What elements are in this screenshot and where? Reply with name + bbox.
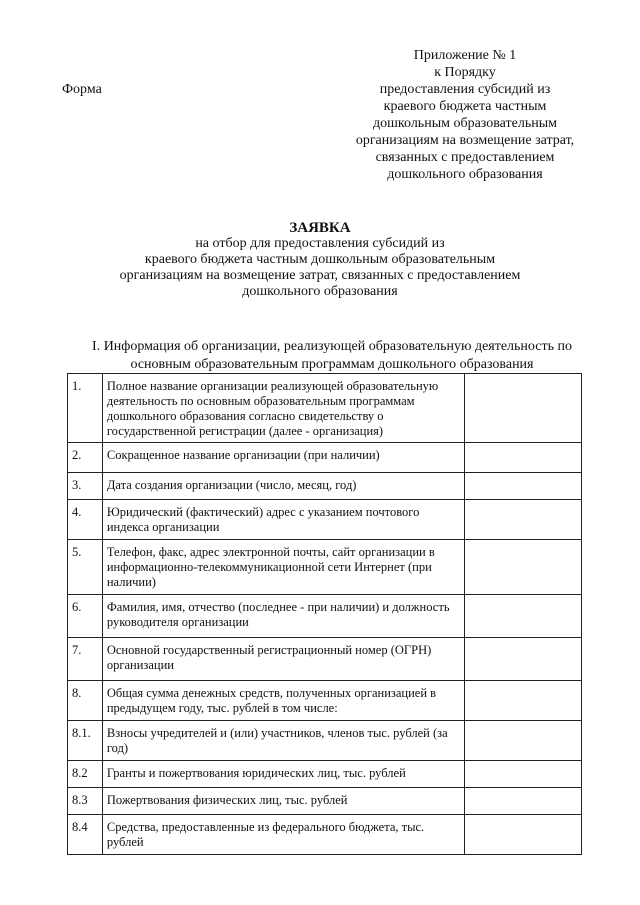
document-title bbox=[100, 220, 540, 300]
row-number: 2. bbox=[68, 443, 103, 473]
row-description: Общая сумма денежных средств, полученных организацией в предыдущем году, тыс. рублей в том числе: bbox=[102, 681, 464, 721]
appendix-line: к Порядку bbox=[434, 65, 496, 80]
row-description: Дата создания организации (число, месяц, год) bbox=[102, 473, 464, 500]
row-number: 3. bbox=[68, 473, 103, 500]
row-value-cell[interactable] bbox=[464, 473, 581, 500]
row-number: 7. bbox=[68, 638, 103, 681]
row-description: Юридический (фактический) адрес с указанием почтового индекса организации bbox=[102, 500, 464, 540]
appendix-block bbox=[340, 47, 590, 183]
appendix-line: организациям на возмещение затрат, bbox=[355, 133, 575, 148]
row-description: Фамилия, имя, отчество (последнее - при наличии) и должность руководителя организации bbox=[102, 595, 464, 638]
row-value-cell[interactable] bbox=[464, 815, 581, 855]
row-number: 8.1. bbox=[68, 721, 103, 761]
section-line: основным образовательным программам дошкольного образования bbox=[130, 357, 534, 372]
row-value-cell[interactable] bbox=[464, 761, 581, 788]
row-description: Гранты и пожертвования юридических лиц, тыс. рублей bbox=[102, 761, 464, 788]
title-line: краевого бюджета частным дошкольным образовательным bbox=[144, 252, 496, 267]
table-row bbox=[68, 473, 582, 500]
row-number: 8.4 bbox=[68, 815, 103, 855]
table-row bbox=[68, 540, 582, 595]
appendix-line: предоставления субсидий из bbox=[379, 82, 551, 97]
table-row bbox=[68, 761, 582, 788]
row-description: Основной государственный регистрационный номер (ОГРН) организации bbox=[102, 638, 464, 681]
table-row bbox=[68, 638, 582, 681]
table-row bbox=[68, 500, 582, 540]
row-number: 8. bbox=[68, 681, 103, 721]
appendix-line: Приложение № 1 bbox=[413, 48, 517, 63]
title-heading: ЗАЯВКА bbox=[289, 220, 351, 236]
appendix-line: связанных с предоставлением bbox=[375, 150, 555, 165]
row-number: 1. bbox=[68, 374, 103, 443]
title-line: на отбор для предоставления субсидий из bbox=[195, 236, 445, 251]
row-description: Пожертвования физических лиц, тыс. рублей bbox=[102, 788, 464, 815]
section-line: I. Информация об организации, реализующей образовательную деятельность по bbox=[92, 339, 572, 354]
row-value-cell[interactable] bbox=[464, 540, 581, 595]
row-number: 8.2 bbox=[68, 761, 103, 788]
appendix-line: дошкольного образования bbox=[387, 167, 543, 182]
row-description: Телефон, факс, адрес электронной почты, сайт организации в информационно-телекоммуникационной сети Интернет (при наличии) bbox=[102, 540, 464, 595]
row-value-cell[interactable] bbox=[464, 374, 581, 443]
row-number: 4. bbox=[68, 500, 103, 540]
row-description: Полное название организации реализующей образовательную деятельность по основным образовательным программам дошкольного образования согласно свидетельству о государственной регистрации (далее - организация) bbox=[102, 374, 464, 443]
section-heading bbox=[62, 338, 602, 374]
row-number: 8.3 bbox=[68, 788, 103, 815]
title-line: организациям на возмещение затрат, связанных с предоставлением bbox=[119, 268, 521, 283]
row-number: 5. bbox=[68, 540, 103, 595]
title-line: дошкольного образования bbox=[242, 284, 398, 299]
form-label: Форма bbox=[62, 82, 102, 97]
row-value-cell[interactable] bbox=[464, 721, 581, 761]
row-value-cell[interactable] bbox=[464, 500, 581, 540]
table-row bbox=[68, 788, 582, 815]
table-row bbox=[68, 443, 582, 473]
appendix-line: краевого бюджета частным bbox=[383, 99, 547, 114]
row-value-cell[interactable] bbox=[464, 443, 581, 473]
row-value-cell[interactable] bbox=[464, 595, 581, 638]
info-table bbox=[67, 373, 582, 855]
table-row bbox=[68, 681, 582, 721]
row-description: Средства, предоставленные из федерального бюджета, тыс. рублей bbox=[102, 815, 464, 855]
row-value-cell[interactable] bbox=[464, 638, 581, 681]
row-description: Сокращенное название организации (при наличии) bbox=[102, 443, 464, 473]
table-row bbox=[68, 721, 582, 761]
table-row bbox=[68, 595, 582, 638]
appendix-line: дошкольным образовательным bbox=[373, 116, 557, 131]
row-value-cell[interactable] bbox=[464, 681, 581, 721]
row-description: Взносы учредителей и (или) участников, членов тыс. рублей (за год) bbox=[102, 721, 464, 761]
row-number: 6. bbox=[68, 595, 103, 638]
row-value-cell[interactable] bbox=[464, 788, 581, 815]
table-row bbox=[68, 374, 582, 443]
table-row bbox=[68, 815, 582, 855]
